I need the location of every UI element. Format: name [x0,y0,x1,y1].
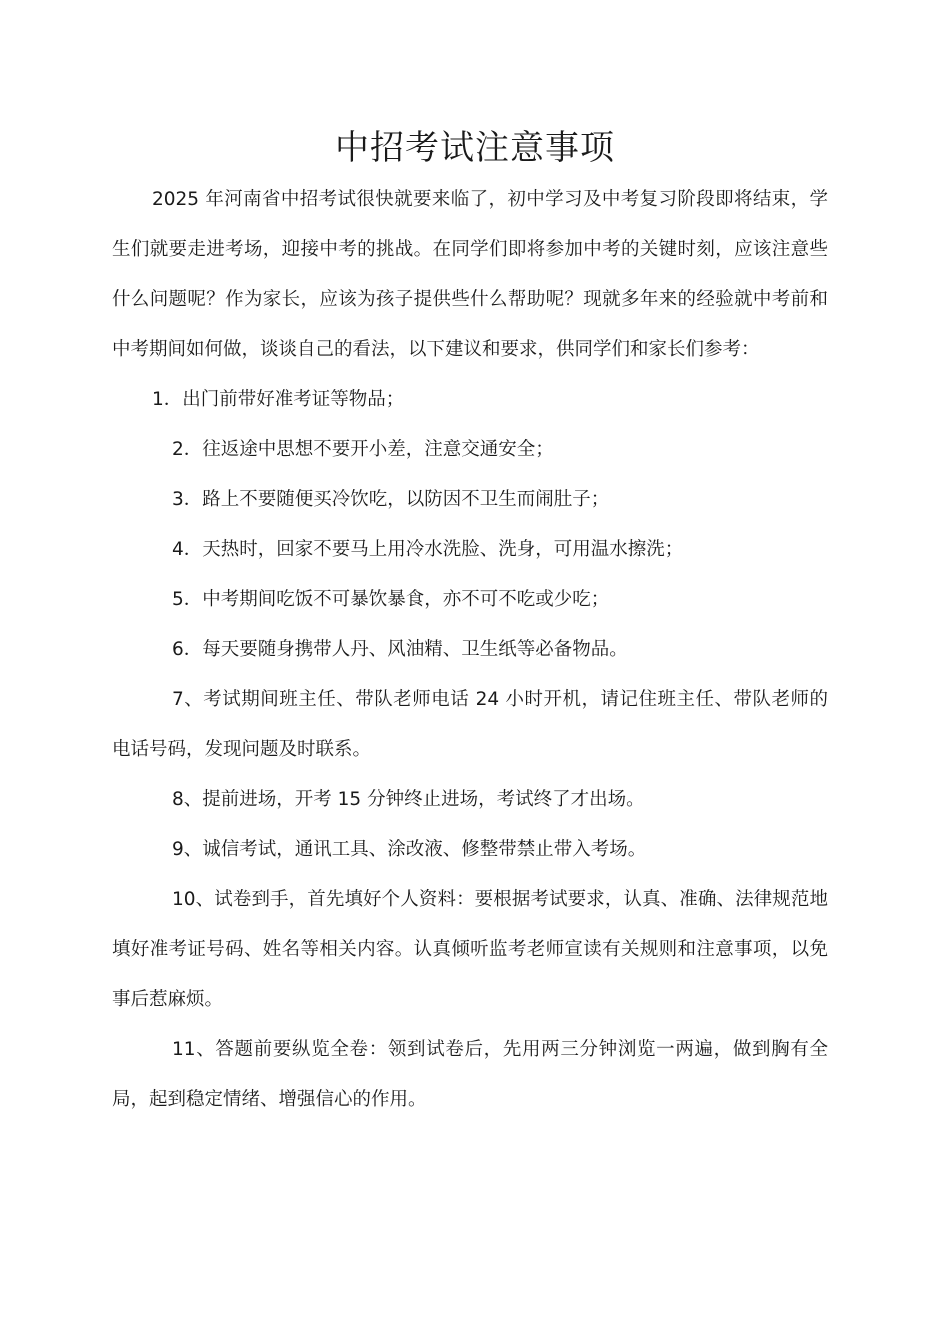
list-item-8: 8、提前进场，开考 15 分钟终止进场，考试终了才出场。 [172,789,645,810]
list-item-7: 7、考试期间班主任、带队老师电话 24 小时开机，请记住班主任、带队老师的电话号码，发现问题及时联系。 [112,689,828,760]
list-item-4: 4．天热时，回家不要马上用冷水洗脸、洗身，可用温水擦洗； [172,539,684,560]
list-item-6: 6．每天要随身携带人丹、风油精、卫生纸等必备物品。 [172,639,628,660]
list-item-11: 11、答题前要纵览全卷：领到试卷后，先用两三分钟浏览一两遍，做到胸有全局，起到稳定情绪、增强信心的作用。 [112,1039,828,1110]
page-title: 中招考试注意事项 [335,128,615,168]
list-item-3: 3．路上不要随便买冷饮吃，以防因不卫生而闹肚子； [172,489,610,510]
list-item-10: 10、试卷到手，首先填好个人资料：要根据考试要求，认真、准确、法律规范地填好准考证号码、姓名等相关内容。认真倾听监考老师宣读有关规则和注意事项，以免事后惹麻烦。 [112,889,828,1010]
list-item-1: 1．出门前带好准考证等物品； [152,389,405,410]
list-item-2: 2．往返途中思想不要开小差，注意交通安全； [172,439,554,460]
list-item-9: 9、诚信考试，通讯工具、涂改液、修整带禁止带入考场。 [172,839,647,860]
document-body [112,175,828,1125]
paragraph-intro: 2025 年河南省中招考试很快就要来临了，初中学习及中考复习阶段即将结束，学生们就要走进考场，迎接中考的挑战。在同学们即将参加中考的关键时刻，应该注意些什么问题呢？作为家长，应该为孩子提供些什么帮助呢？现就多年来的经验就中考前和中考期间如何做，谈谈自己的看法，以下建议和要求，供同学们和家长们参考： [112,189,828,360]
list-item-5: 5．中考期间吃饭不可暴饮暴食，亦不可不吃或少吃； [172,589,610,610]
